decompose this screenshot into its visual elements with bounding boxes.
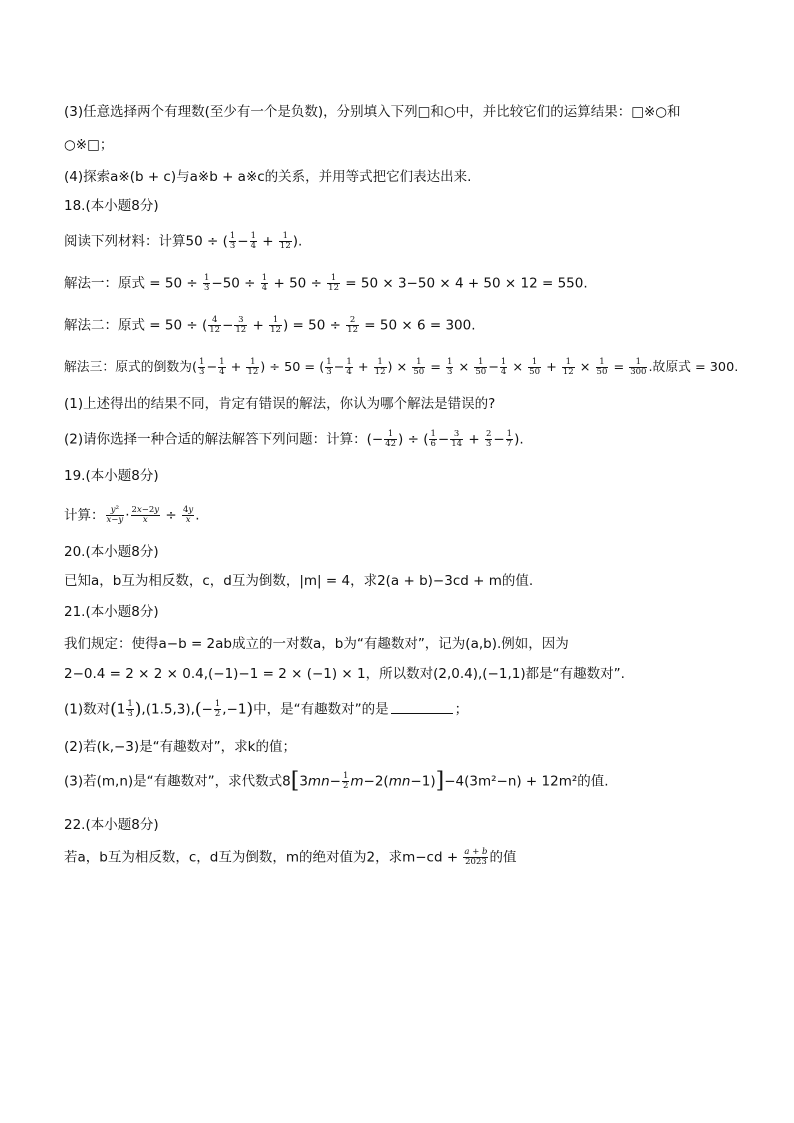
q18-intro: 阅读下列材料：计算50 ÷ ( $\frac{1}{3}$ − $\frac{1}{4}$ + $\frac{1}{12}$ ). [64, 231, 303, 251]
q19-label: 计算： [64, 507, 105, 524]
q21-definition-line1: 我们规定：使得a−b = 2ab成立的一对数a，b为“有趣数对”，记为(a,b).例如，因为 [64, 636, 569, 652]
q18-sub1: (1)上述得出的结果不同，肯定有错误的解法，你认为哪个解法是错误的? [64, 396, 496, 412]
fraction: $\frac{1}{3}$ [229, 231, 236, 251]
q21-sub1: (1)数对(1 $\frac{1}{3}$ ),(1.5,3),(− $\frac{1}{2}$ ,−1)中，是“有趣数对”的是 ； [64, 699, 469, 720]
q19-expression: 计算： $\frac{\text{y²}}{x-y}$ · $\frac{2x-2y}{x}$ ÷ $\frac{4y}{x}$ . [64, 505, 200, 525]
q20-header: 20.(本小题8分) [64, 544, 159, 560]
q18-method3-tail: .故原式 = 300. [648, 360, 739, 375]
q18-sub2-text: (2)请你选择一种合适的解法解答下列问题：计算：(− [64, 431, 384, 448]
q17-part3-line2: ○※□； [64, 137, 114, 153]
q18-header: 18.(本小题8分) [64, 198, 159, 214]
q18-method1: 解法一：原式 = 50 ÷ $\frac{1}{3}$ −50 ÷ $\frac{1}{4}$ + 50 ÷ $\frac{1}{12}$ = 50 × 3−50 × 4 + 50 × 12 = 550. [64, 273, 588, 293]
answer-blank[interactable] [391, 701, 453, 714]
q22-text-end: 的值 [489, 849, 517, 866]
fraction: $\frac{1}{4}$ [250, 231, 256, 251]
q21-header: 21.(本小题8分) [64, 604, 159, 620]
q22-header: 22.(本小题8分) [64, 817, 159, 833]
q18-method2-tail: = 50 × 6 = 300. [360, 317, 476, 334]
q18-method2-label: 解法二：原式 = 50 ÷ ( [64, 317, 208, 334]
q19-header: 19.(本小题8分) [64, 468, 159, 484]
q18-method3-label: 解法三：原式的倒数为( [64, 360, 197, 375]
q22-text-main: 若a，b互为相反数，c，d互为倒数，m的绝对值为2，求m−cd + [64, 849, 463, 866]
q21-sub1-text: 中，是“有趣数对”的是 [253, 701, 389, 718]
q17-part3-line1: (3)任意选择两个有理数(至少有一个是负数)，分别填入下列□和○中，并比较它们的运算结果：□※○和 [64, 104, 681, 120]
q21-sub3-tail: −4(3m²−n) + 12m²的值. [444, 773, 609, 790]
q18-method2: 解法二：原式 = 50 ÷ ( $\frac{4}{12}$ − $\frac{3}{12}$ + $\frac{1}{12}$ ) = 50 ÷ $\frac{2}{12}$ = 50 × 6 = 300. [64, 315, 476, 335]
q18-method3: 解法三：原式的倒数为( $\frac{1}{3}$ − $\frac{1}{4}$ + $\frac{1}{12}$ ) ÷ 50 = ( $\frac{1}{3}$ − $\frac{1}{4}$ + $\frac{1}{12}$ ) × $\frac{1}{50}$ = $\frac{1}{3}$ × $\frac{1}{50}$ − $\frac{1}{4}$ × $\frac{1}{50}$ + $\frac{1}{12}$ × $\frac{1}{50}$ = $\frac{1}{300}$ .故原式 = 300. [64, 357, 739, 377]
q21-sub3-label: (3)若(m,n)是“有趣数对”，求代数式8 [64, 773, 291, 790]
q18-method1-tail: = 50 × 3−50 × 4 + 50 × 12 = 550. [341, 275, 588, 292]
q21-definition-line2: 2−0.4 = 2 × 2 × 0.4,(−1)−1 = 2 × (−1) × 1，所以数对(2,0.4),(−1,1)都是“有趣数对”. [64, 666, 625, 682]
q18-sub2: (2)请你选择一种合适的解法解答下列问题：计算：(− $\frac{1}{42}$ ) ÷ ( $\frac{1}{6}$ − $\frac{3}{14}$ + $\frac{2}{3}$ − $\frac{1}{7}$ ). [64, 429, 524, 449]
q18-method1-label: 解法一：原式 = 50 ÷ [64, 275, 202, 292]
q21-sub2: (2)若(k,−3)是“有趣数对”，求k的值； [64, 739, 296, 755]
fraction: $\frac{1}{12}$ [279, 231, 291, 251]
q21-sub1-end: ； [454, 701, 469, 718]
q18-intro-text: 阅读下列材料：计算50 ÷ ( [64, 233, 228, 250]
q21-sub3: (3)若(m,n)是“有趣数对”，求代数式8[3mn− $\frac{1}{2}$ m−2(mn−1)]−4(3m²−n) + 12m²的值. [64, 768, 609, 794]
q20-text: 已知a，b互为相反数，c，d互为倒数，|m| = 4，求2(a + b)−3cd + m的值. [64, 573, 534, 589]
q22-text: 若a，b互为相反数，c，d互为倒数，m的绝对值为2，求m−cd + $\frac{a + b}{2023}$ 的值 [64, 847, 517, 867]
q17-part4: (4)探索a※(b + c)与a※b + a※c的关系，并用等式把它们表达出来. [64, 169, 472, 185]
q21-sub1-label: (1)数对 [64, 701, 111, 718]
